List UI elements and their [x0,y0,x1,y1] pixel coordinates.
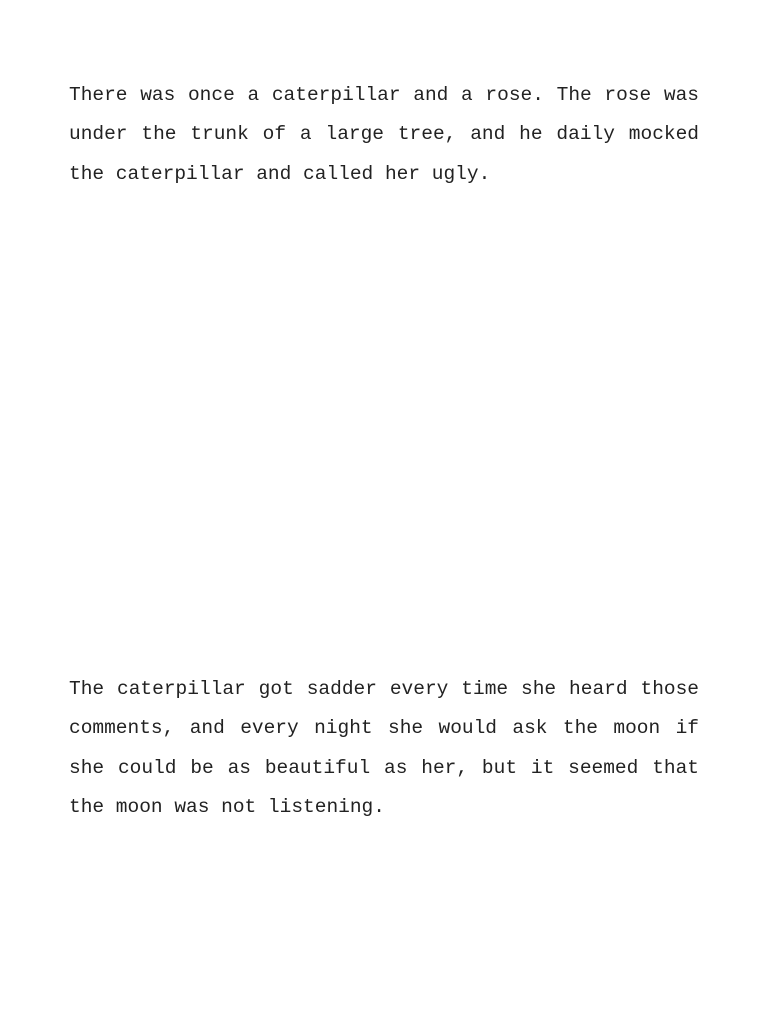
story-paragraph-1: There was once a caterpillar and a rose. The rose was under the trunk of a large tree, and he daily mocked the caterpillar and called her ugly. [69,84,699,185]
story-paragraph-2: The caterpillar got sadder every time she heard those comments, and every night she would ask the moon if she could be as beautiful as her, but it seemed that the moon was not listening. [69,678,699,818]
